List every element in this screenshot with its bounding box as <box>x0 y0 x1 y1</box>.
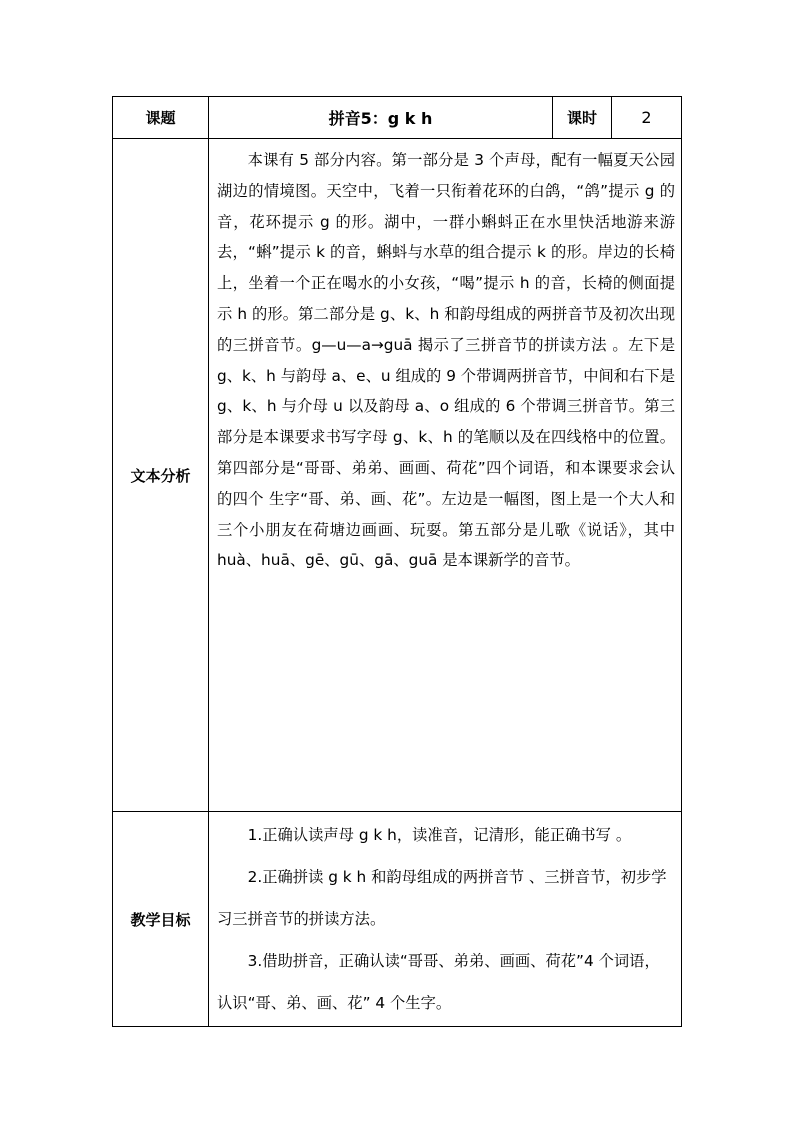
period-label: 课时 <box>553 97 612 139</box>
goal-item: 2.正确拼读 g k h 和韵母组成的两拼音节 、三拼音节，初步学习三拼音节的拼读方法。 <box>217 868 667 928</box>
goals-label: 教学目标 <box>113 812 209 1027</box>
lesson-title: 拼音5：g k h <box>209 97 553 139</box>
analysis-label: 文本分析 <box>113 139 209 812</box>
goals-cell <box>209 812 682 1027</box>
analysis-row <box>113 139 682 812</box>
period-value: 2 <box>612 97 682 139</box>
goal-item: 3.借助拼音，正确认读“哥哥、弟弟、画画、荷花”4 个词语，认识“哥、弟、画、花” 4 个生字。 <box>217 952 660 1012</box>
goals-row <box>113 812 682 1027</box>
header-row <box>113 97 682 139</box>
analysis-text: 本课有 5 部分内容。第一部分是 3 个声母，配有一幅夏天公园湖边的情境图。天空中，飞着一只衔着花环的白鸽，“鸽”提示 g 的音，花环提示 g 的形。湖中，一群小蝌蚪正在水里快活地游来游去，“蝌”提示 k 的音，蝌蚪与水草的组合提示 k 的形。岸边的长椅上，坐着一个正在喝水的小女孩，“喝”提示 h 的音，长椅的侧面提示 h 的形。第二部分是 g、k、h 和韵母组成的两拼音节及初次出现的三拼音节。g—u—a→guā 揭示了三拼音节的拼读方法 。左下是 g、k、h 与韵母 a、e、u 组成的 9 个带调两拼音节，中间和右下是 g、k、h 与介母 u 以及韵母 a、o 组成的 6 个带调三拼音节。第三部分是本课要求书写字母 g、k、h 的笔顺以及在四线格中的位置。第四部分是“哥哥、弟弟、画画、荷花”四个词语，和本课要求会认的四个 生字“哥、弟、画、花”。左边是一幅图，图上是一个大人和三个小朋友在荷塘边画画、玩耍。第五部分是儿歌《说话》，其中 huà、huā、gē、gū、gā、guā 是本课新学的音节。 <box>217 151 675 570</box>
lesson-plan-table <box>112 96 682 1027</box>
analysis-text-cell <box>209 139 682 812</box>
topic-label: 课题 <box>113 97 209 139</box>
goal-item: 1.正确认读声母 g k h，读准音，记清形，能正确书写 。 <box>247 826 632 844</box>
